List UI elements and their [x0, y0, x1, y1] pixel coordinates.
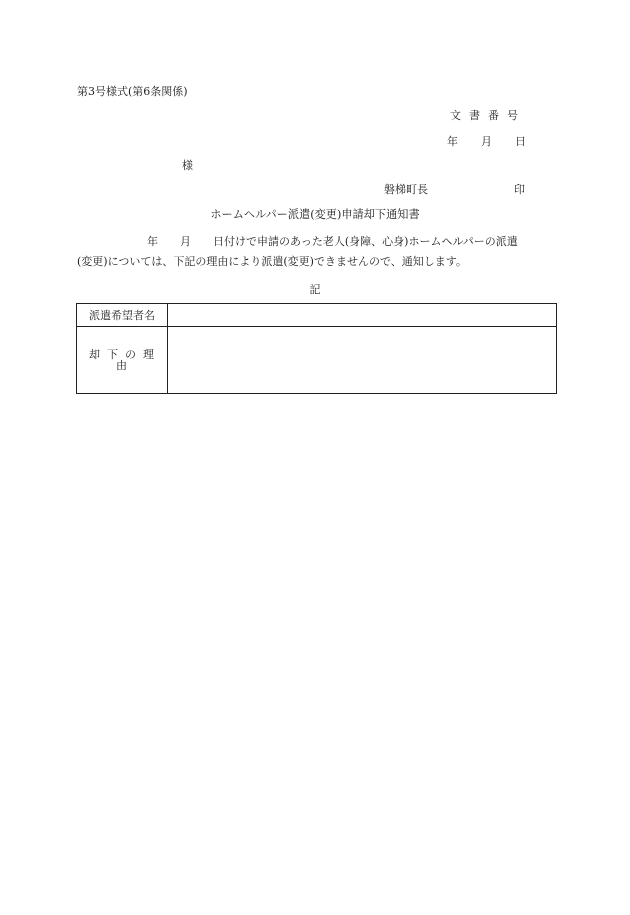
body-month: 月: [180, 235, 191, 248]
date-month-label: 月: [481, 135, 492, 148]
seal-mark: 印: [514, 183, 525, 196]
rejection-reason-label: 却下の理由: [77, 327, 168, 394]
body-line1-rest: 日付けで申請のあった老人(身障、心身)ホームヘルパーの派遣: [213, 235, 518, 248]
addressee-suffix: 様: [182, 159, 193, 172]
table-row: [77, 327, 557, 394]
sender-name: 磐梯町長: [384, 183, 428, 196]
document-title: ホームヘルパー派遣(変更)申請却下通知書: [210, 208, 420, 221]
body-text-line-2: (変更)については、下記の理由により派遣(変更)できませんので、通知します。: [77, 255, 467, 268]
table-row: [77, 304, 557, 327]
body-year: 年: [147, 235, 158, 248]
body-text-line-1: [77, 236, 518, 247]
date-day-label: 日: [515, 135, 526, 148]
rejection-reason-field[interactable]: [168, 327, 557, 394]
date-line: [447, 136, 526, 147]
form-table: [76, 303, 557, 394]
note-heading: 記: [309, 283, 321, 296]
date-year-label: 年: [447, 135, 458, 148]
applicant-name-field[interactable]: [168, 304, 557, 327]
form-number: 第3号様式(第6条関係): [77, 85, 188, 98]
applicant-name-label: 派遣希望者名: [77, 304, 168, 327]
document-number-label: 文書番号: [450, 109, 526, 122]
